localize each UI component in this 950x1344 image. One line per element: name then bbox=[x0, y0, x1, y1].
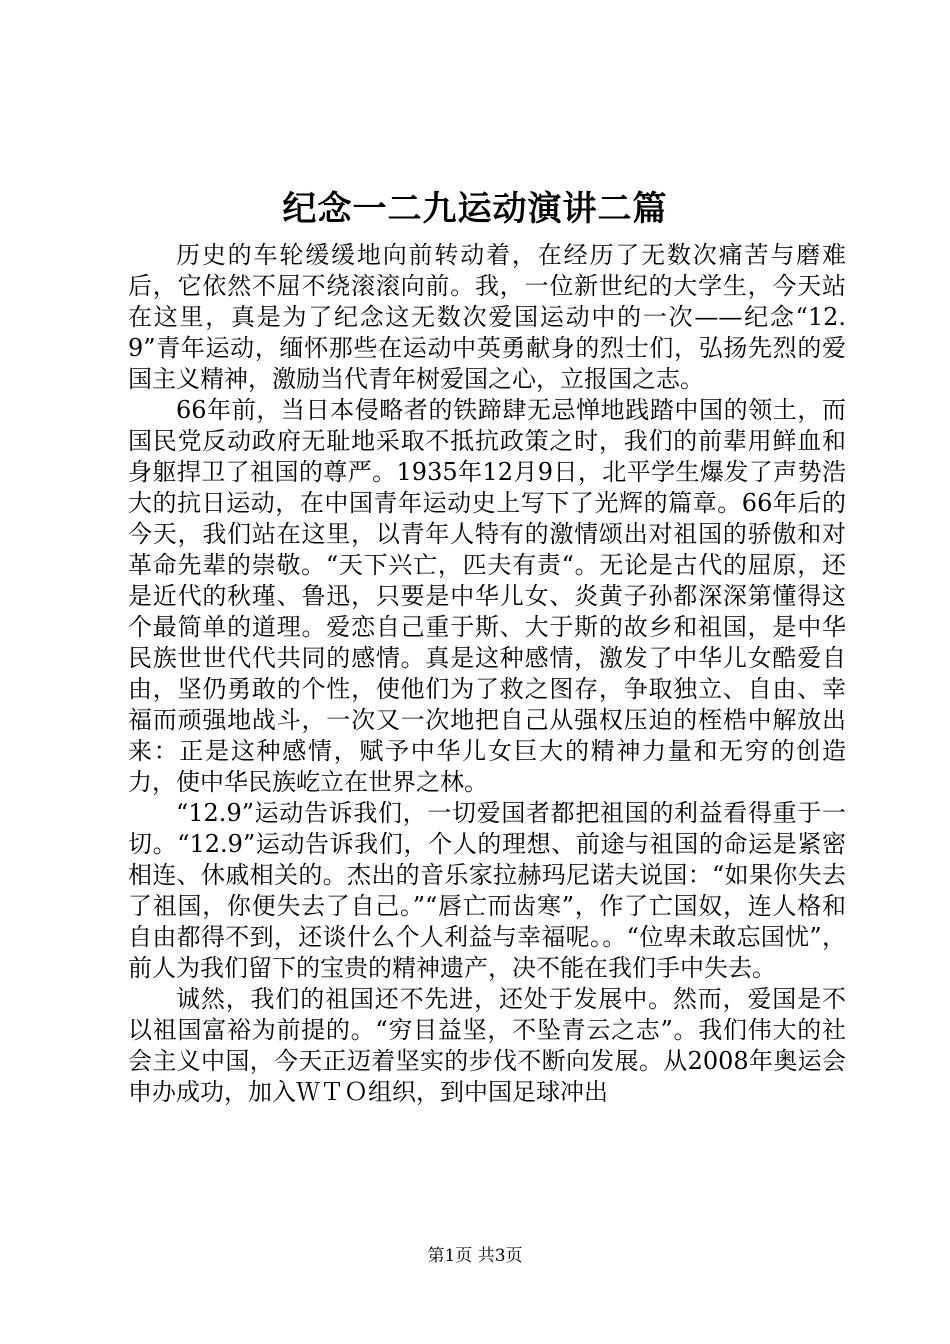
document-body bbox=[128, 240, 846, 1108]
paragraph-4: 诚然，我们的祖国还不先进，还处于发展中。然而，爱国是不以祖国富裕为前提的。“穷目益坚，不坠青云之志”。我们伟大的社会主义中国，今天正迈着坚实的步伐不断向发展。从2008年奥运会申办成功，加入ＷＴＯ组织，到中国足球冲出 bbox=[128, 985, 846, 1106]
document-title: 纪念一二九运动演讲二篇 bbox=[282, 189, 668, 229]
paragraph-1: 历史的车轮缓缓地向前转动着，在经历了无数次痛苦与磨难后，它依然不屈不绕滚滚向前。我，一位新世纪的大学生，今天站在这里，真是为了纪念这无数次爱国运动中的一次——纪念“12.9”青年运动，缅怀那些在运动中英勇献身的烈士们，弘扬先烈的爱国主义精神，激励当代青年树爱国之心，立报国之志。 bbox=[128, 241, 846, 393]
paragraph-3: “12.9”运动告诉我们，一切爱国者都把祖国的利益看得重于一切。“12.9”运动告诉我们，个人的理想、前途与祖国的命运是紧密相连、休戚相关的。杰出的音乐家拉赫玛尼诺夫说国：“如果你失去了祖国，你便失去了自己。”“唇亡而齿寒”，作了亡国奴，连人格和自由都得不到，还谈什么个人利益与幸福呢。。“位卑未敢忘国忧”，前人为我们留下的宝贵的精神遗产，决不能在我们手中失去。 bbox=[128, 799, 846, 982]
paragraph-2: 66年前，当日本侵略者的铁蹄肆无忌惮地践踏中国的领土，而国民党反动政府无耻地采取不抵抗政策之时，我们的前辈用鲜血和身躯捍卫了祖国的尊严。1935年12月9日，北平学生爆发了声势浩大的抗日运动，在中国青年运动史上写下了光辉的篇章。66年后的今天，我们站在这里，以青年人特有的激情颂出对祖国的骄傲和对革命先辈的崇敬。“天下兴亡，匹夫有责“。无论是古代的屈原，还是近代的秋瑾、鲁迅，只要是中华儿女、炎黄子孙都深深第懂得这个最简单的道理。爱恋自己重于斯、大于斯的故乡和祖国，是中华民族世世代代共同的感情。真是这种感情，激发了中华儿女酷爱自由，坚仍勇敢的个性，使他们为了救之图存，争取独立、自由、幸福而顽强地战斗，一次又一次地把自己从强权压迫的桎梏中解放出来：正是这种感情，赋予中华儿女巨大的精神力量和无穷的创造力，使中华民族屹立在世界之林。 bbox=[128, 396, 846, 796]
page-number-footer: 第1页 共3页 bbox=[427, 1246, 523, 1266]
